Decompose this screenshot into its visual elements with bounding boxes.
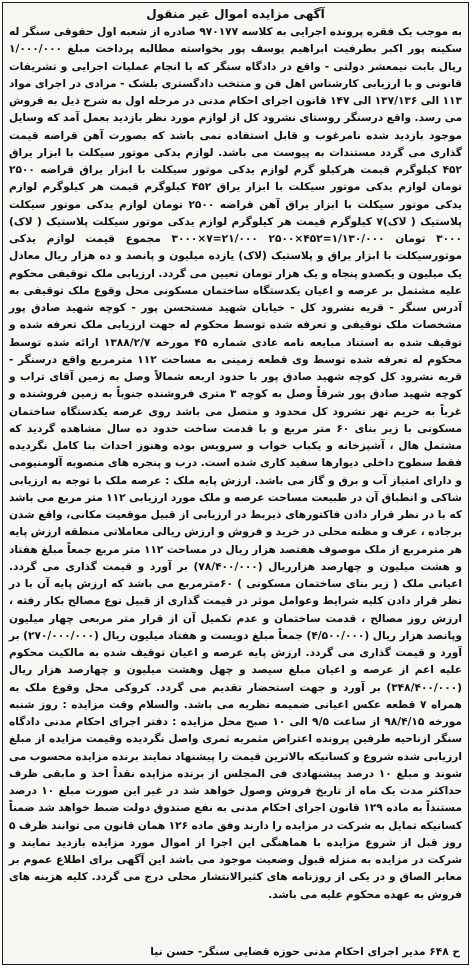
auction-notice	[2, 2, 469, 965]
notice-title: آگهی مزایده اموال غیر منقول	[146, 7, 325, 21]
notice-footer-signature: ح ۶۴۸ مدیر اجرای احکام مدنی حوزه قضایی سنگر- حسن نیا	[150, 946, 460, 958]
notice-body: به موجب یک فقره پرونده اجرایی به کلاسه ۹۷۰۱۷۷ صادره از شعبه اول حقوقی سنگر له سکینه پور اکبر بطرفیت ابراهیم یوسف پور بخواسته مطالبه پرداخت مبلغ ۱/۰۰۰/۰۰۰ ریال بابت نیمعشر دولتی - واقع در دادگاه سنگر که با انجام عملیات اجرایی و تشریفات قانونی و با ارزیابی کارشناس اهل فن و منتخب دادگستری بلشک - مرادی در اجرای مواد ۱۱۳ الی ۱۳۷/۱۳۶ الی ۱۴۷ قانون اجرای احکام مدنی در مرحله اول به شرح ذیل به فروش می رسد. واقع درسنگر روستای نشرود کل از لوازم مورد نظر بازدید بعمل آمد که وسایل موجود بازدید شده نامرغوب و قابل استفاده نمی باشد که بصورت آهن قراضه قیمت گذاری می گردد مستندات به پیوست می باشد. لوازم یدکی موتور سیکلت با ابزار یراق ۴۵۲ کیلوگرم قیمت هرکیلو گرم لوازم یدکی موتور سیکلت با ابزار یراق قراضه ۲۵۰۰ تومان لوازم یدکی موتور سیکلت با ابزار یراق ۴۵۲ کیلوگرم قیمت هر کیلوگرم لوازم یدکی موتور سیکلت با ابزار یراق آهن قراضه ۲۵۰۰ تومان لوازم یدکی موتور سیکلت پلاستیک ( لاک)۷ کیلوگرم قیمت هر کیلوگرم لوازم یدکی موتور سیکلت پلاستیک ( لاک) ۳۰۰۰ تومان ۱/۱۳۰/۰۰۰=۴۵۲×۲۵۰۰ ۲۱/۰۰۰=۷×۳۰۰۰ مجموع قیمت لوازم یدکی موتورسیکلت با ابزار یراق و پلاستیک (لاک) یازده میلیون و پانصد و ده هزار ریال معادل یک میلیون و یکصدو پنجاه و یک هزار تومان تعیین می گردد. ارزیابی ملک توقیفی محکوم علیه مشتمل بر عرصه و اعیان یکدستگاه ساختمان مسکونی محل وقوع ملک توقیفی به آدرس سنگر - قریه نشرود کل - خیابان شهید مستحسن پور - کوچه شهید صادق پور مشخصات ملک توقیفی و تعرفه شده توسط محکوم له جهت ارزیابی ملک تعرفه شده و توقیف شده به استناد مبایعه نامه عادی شماره ۴۵ مورخه ۱۳۸۸/۲/۷ ارائه شده توسط محکوم له تعرفه شده توسط وی قطعه زمینی به مساحت ۱۱۲ مترمربع واقع درسنگر - قریه نشرود کل کوچه شهید صادق پور با حدود اربعه شمالاً وصل به زمین آقای تراب و کوچه شهید صادق پور شرقاً وصل به کوچه ۳ متری فروشنده جنوباً به زمین فروشنده و غرباً به حریم نهر نشرود کل محدود و متصل می باشد روی عرصه یکدستگاه ساختمان مسکونی با زیر بنای ۶۰ متر مربع و با قدمت ساخت حدود ده سال مشاهده گردید که مشتمل هال ، آشپزخانه و یکباب خواب و سرویس بوده وهنوز احداث بنا کامل نگردیده فقط سطوح داخلی دیوارها سفید کاری شده است. درب و پنجره های منصوبه آلومنیومی و دارای امتیاز آب و برق و گاز می باشد. ارزش پایه ملک : عرصه ملک با توجه به ارزیابی شاکی و انطباق آن در طبیعت مساحت عرصه و ملک مورد ارزیابی ۱۱۲ متر مربع می باشد که با در نظر قرار دادن فاکتورهای ذیربط در ارزیابی از قبیل موقعیت مکانی، واقع شدن برجاده ، عرف و مظنه محلی در خرید و فروش و ارزش ریالی معاملاتی منطقه ارزش پایه هر مترمربع از ملک موصوف هفتصد هزار ریال در مساحت ۱۱۲ متر مربع جمعاً مبلغ هفتاد و هشت میلیون و چهارصد هزارریال (۷۸/۴۰۰/۰۰۰) بر آورد و قیمت گذاری می گردد. اعیانی ملک ( زیر بنای ساختمان مسکونی ) ۶۰مترمربع می باشد که ارزش پایه آن با در نظر قرار دادن کلیه شرایط وعوامل موثر در قیمت گذاری از قبیل نوع مصالح بکار رفته ، ارزش روز مصالح ، قدمت ساختمان و عدم تکمیل آن از قرار متر مربعی چهار میلیون وپانصد هزار ریال (۴/۵۰۰/۰۰۰) جمعاً مبلغ دویست و هفتاد میلیون ریال (۲۷۰/۰۰۰/۰۰۰) بر آورد و قیمت گذاری می گردد. ارزش پایه عرصه و اعیان توقیف شده به مالکیت محکوم علیه اعم از عرصه و اعیان مبلغ سیصد و چهل وهشت میلیون و چهارصد هزار ریال (۳۴۸/۴۰۰/۰۰۰) بر آورد و جهت استحضار تقدیم می گردد. کروکی محل وقوع ملک به همراه ۷ قطعه عکس اعیانی ضمیمه نظریه می باشد. والسلام وقت مزایده : روز شنبه مورخه ۹۸/۴/۱۵ از ساعت ۹/۵ الی ۱۰ صبح محل مزایده : دفتر اجرای احکام مدنی دادگاه سنگر ازناحیه طرفین پرونده اعتراض مثمربه ثمری واصل نگردیده وقیمت مزایده از مبلغ ارزیابی شده شروع و کسانیکه بالاترین قیمت را پیشنهاد نمایند برنده مزایده محسوب می شوند و مبلغ ۱۰ درصد پیشنهادی فی المجلس از برنده مزایده نقداً اخذ و مابقی ظرف حداکثر مدت یک ماه از تاریخ فروش وصول خواهد شد در غیر این صورت مبلغ ۱۰ درصد مستنداً به ماده ۱۲۹ قانون اجرای احکام مدنی به نفع صندوق دولت ضبط خواهد شد ضمناً کسانیکه تمایل به شرکت در مزایده را دارند وفق ماده ۱۲۶ همان قانون می توانند ظرف ۵ روز قبل از شروع مزایده با هماهنگی این اجرا از اموال مورد مزایده بازدید نمایند و شرکت در مزایده به منزله قبول وضعیت موجود می باشد این آگهی برای اطلاع عموم بر معابر الصاق و در یکی از روزنامه های کثیرالانتشار محلی درج می گردد. کلیه هزینه های فروش به عهده محکوم علیه می باشد.	[9, 26, 463, 901]
